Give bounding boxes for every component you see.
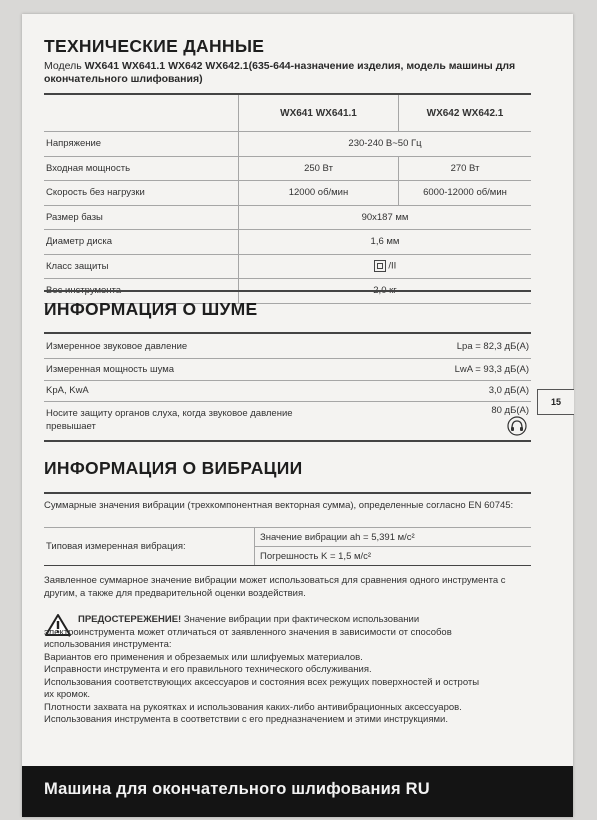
warning-line: Использования инструмента в соответствии с его предназначением и этими инструкциями. [44,714,448,725]
table-row [44,132,531,157]
table-row [44,205,531,230]
table-row [44,381,531,402]
vibration-table [44,527,531,566]
tech-data-title: ТЕХНИЧЕСКИЕ ДАННЫЕ [44,36,265,56]
warning-line: Использования соответствующих аксессуаров и состояния всех режущих поверхностей и остроты [44,676,480,688]
ear-protection-icon [507,416,527,436]
noise-title: ИНФОРМАЦИЯ О ШУМЕ [44,299,258,319]
model-prefix: Модель [44,60,85,72]
table-row [44,156,531,181]
table-row [44,254,531,279]
row-value-protection-class [239,254,532,279]
column-header-wx641: WX641 WX641.1 [239,95,399,132]
tech-data-table [44,95,531,304]
vibration-uncertainty: Погрешность K = 1,5 м/с² [255,547,532,566]
declared-vibration-text: Заявленное суммарное значение вибрации может использоваться для сравнения одного инструмента с другим, а также для предварительной оценки воздействия. [44,575,506,599]
page-number-tab: 15 [537,389,574,415]
model-names: WX641 WX641.1 WX642 WX642.1(635-644-назначение изделия, модель машины для окончательного шлифования) [44,60,516,85]
footer-banner [22,766,573,817]
warning-line: Плотности захвата на рукоятках и использования каких-либо антивибрационных аксессуаров. [44,701,462,713]
warning-title: ПРЕДОСТЕРЕЖЕНИЕ! [78,614,182,625]
warning-line: использования инструмента: [44,639,172,650]
row-value: 270 Вт [399,156,532,181]
hearing-protection-text [46,408,293,433]
section-rule [44,332,531,334]
hearing-protection-row [44,402,531,442]
row-value: Lpa = 82,3 дБ(A) [456,341,529,352]
row-label: Скорость без нагрузки [44,181,239,206]
warning-block [78,614,538,627]
row-value: 3,0 дБ(A) [488,385,529,396]
row-value: 90x187 мм [239,205,532,230]
row-value: 12000 об/мин [239,181,399,206]
footer-title: Машина для окончательного шлифования RU [44,780,430,798]
row-label: Измеренное звуковое давление [46,341,188,352]
row-value: LwA = 93,3 дБ(A) [454,364,529,375]
hearing-line-2: превышает [46,420,96,432]
row-label: Напряжение [44,132,239,157]
row-value: 6000-12000 об/мин [399,181,532,206]
row-label: Входная мощность [44,156,239,181]
manual-page [22,14,573,817]
row-value: 250 Вт [239,156,399,181]
hearing-line-1: Носите защиту органов слуха, когда звуковое давление [46,408,293,419]
hearing-threshold: 80 дБ(A) [491,405,529,416]
warning-line: их кромок. [44,689,91,700]
section-rule [44,492,531,494]
row-label: KpA, KwA [46,385,89,396]
column-header-wx642: WX642 WX642.1 [399,95,532,132]
model-line [44,60,544,86]
row-label: Измеренная мощность шума [46,364,175,375]
vibration-intro: Суммарные значения вибрации (трехкомпонентная векторная сумма), определенные согласно EN 60745: [44,500,514,511]
warning-line: электроинструмента может отличаться от заявленного значения в зависимости от способов [44,626,452,638]
warning-line: Вариантов его применения и обрезаемых или шлифуемых материалов. [44,651,363,663]
row-label: Размер базы [44,205,239,230]
table-row [44,230,531,255]
warning-line: Значение вибрации при фактическом использовании [183,614,420,625]
table-row [44,359,531,381]
protection-class-text: /II [388,260,397,272]
table-row [44,181,531,206]
warning-body [44,627,531,727]
row-label: Класс защиты [44,254,239,279]
table-row [44,336,531,359]
row-label: Диаметр диска [44,230,239,255]
table-corner [44,95,239,132]
vibration-title: ИНФОРМАЦИЯ О ВИБРАЦИИ [44,458,303,478]
vibration-value: Значение вибрации ah = 5,391 м/с² [255,528,532,547]
row-value: 230-240 В~50 Гц [239,132,532,157]
section-rule [44,290,531,292]
row-label: Типовая измеренная вибрация: [44,528,255,566]
row-value: 1,6 мм [239,230,532,255]
noise-table [44,336,531,442]
double-insulation-icon [374,260,386,272]
warning-line: Исправности инструмента и его правильного технического обслуживания. [44,664,372,675]
